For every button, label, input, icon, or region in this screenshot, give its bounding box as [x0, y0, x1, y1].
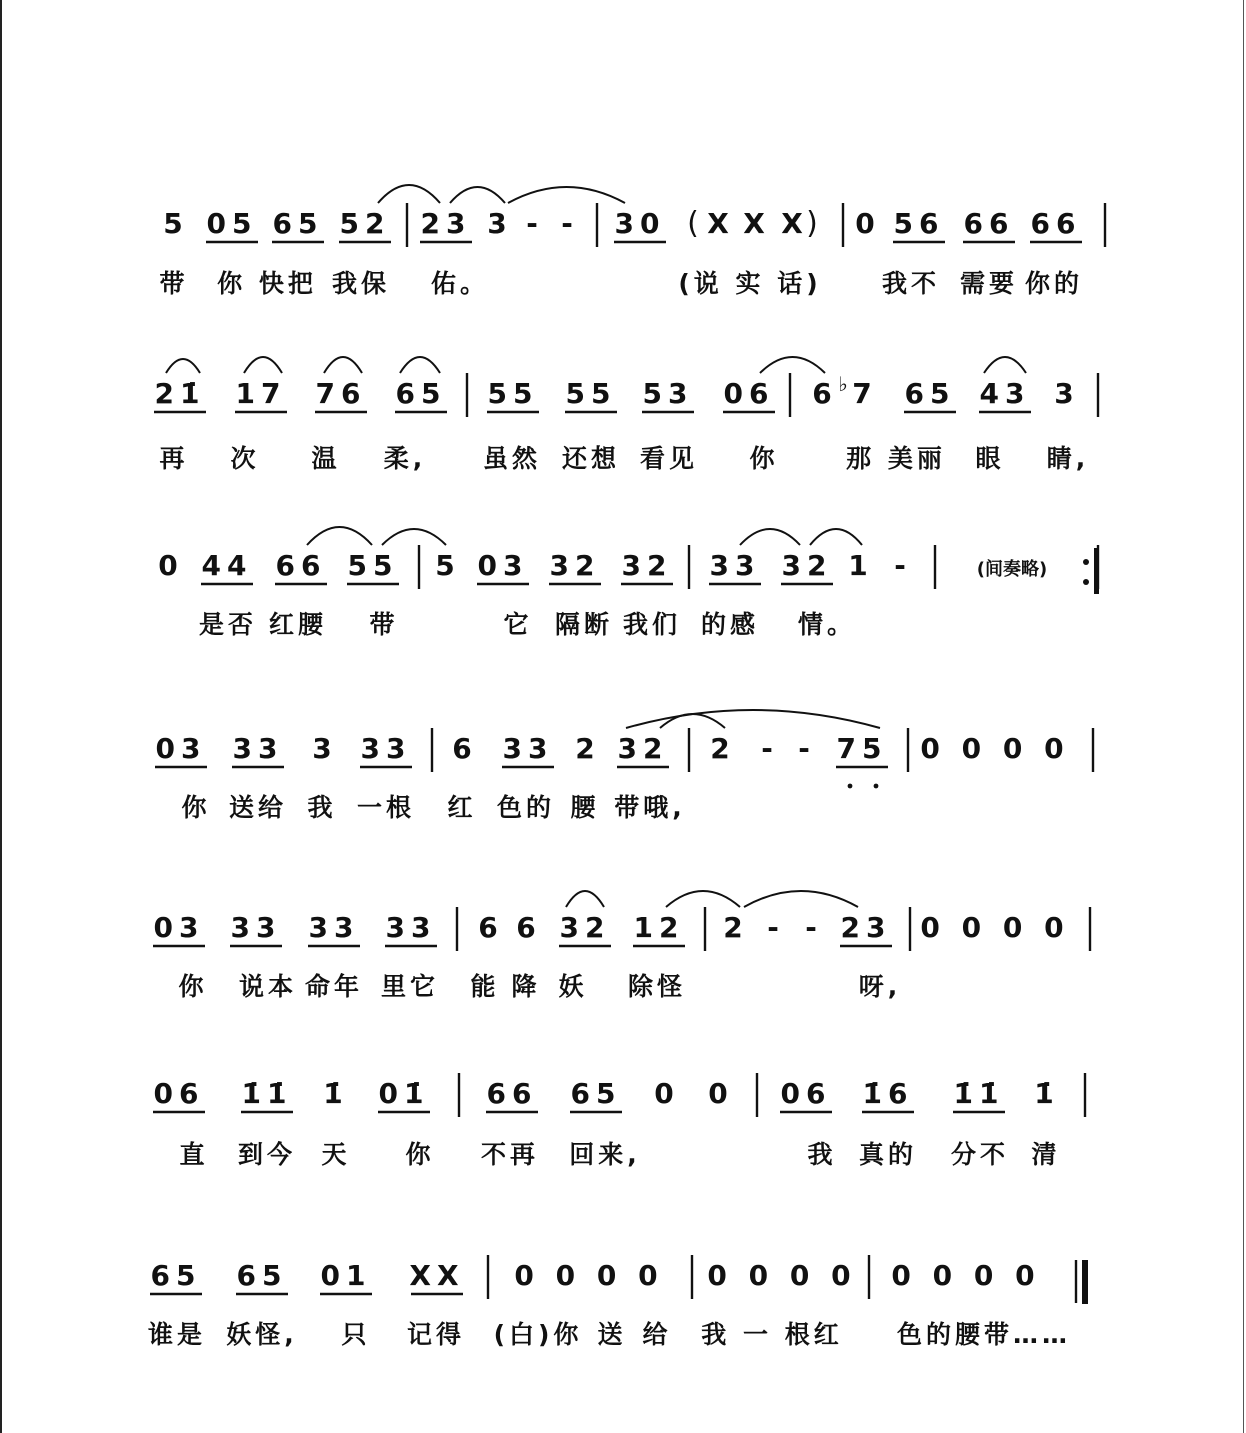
jianpu-note: 0 — [654, 1077, 674, 1110]
jianpu-note: 3 — [487, 207, 507, 240]
lyric-syllable: 你 — [181, 793, 211, 822]
lyric-syllable: 隔断 — [554, 610, 614, 639]
jianpu-note: 2 — [723, 911, 743, 944]
jianpu-note: 01 — [320, 1259, 372, 1292]
lyric-syllable: 我保 — [331, 269, 391, 298]
lyric-syllable: 带哦, — [614, 793, 686, 822]
jianpu-note: 0 — [708, 1077, 728, 1110]
jianpu-note: 1 — [848, 549, 868, 582]
lyric-syllable: 谁是 — [147, 1320, 207, 1349]
jianpu-note: 0 — [158, 549, 178, 582]
jianpu-note: 6 — [812, 377, 832, 410]
jianpu-note: 0 0 0 0 — [920, 732, 1070, 765]
jianpu-note: 65 — [904, 377, 956, 410]
slur-arc — [307, 527, 372, 545]
jianpu-note: X — [781, 207, 803, 240]
lyric-syllable: 红腰 — [268, 610, 328, 639]
jianpu-note: 23 — [840, 911, 892, 944]
jianpu-note: 1̇6 — [862, 1077, 914, 1110]
lyric-syllable: 眼 — [975, 444, 1005, 473]
jianpu-note: 2 — [710, 732, 730, 765]
slur-arc — [324, 357, 362, 373]
jianpu-note: - — [894, 549, 906, 582]
lyric-syllable: 带 — [159, 269, 189, 298]
jianpu-note: 1̇ — [1034, 1077, 1060, 1110]
jianpu-note: 12 — [633, 911, 685, 944]
jianpu-note: 76 — [315, 377, 367, 410]
jianpu-note: - — [767, 911, 779, 944]
slur-arc — [378, 185, 440, 203]
slur-arc — [450, 187, 505, 203]
jianpu-note: 32 — [559, 911, 611, 944]
lyric-syllable: 是否 — [198, 610, 258, 639]
jianpu-note: 23 — [420, 207, 472, 240]
jianpu-note: (间奏略) — [976, 559, 1048, 580]
jianpu-note: 2 — [575, 732, 595, 765]
jianpu-note: 01̇ — [378, 1077, 430, 1110]
slur-arc — [382, 529, 446, 545]
lyric-syllable: 真的 — [858, 1140, 918, 1169]
jianpu-note: 5 — [435, 549, 455, 582]
lyric-syllable: 你 — [405, 1140, 435, 1169]
final-bar-thick — [1082, 1260, 1088, 1304]
lyric-syllable: 除怪 — [627, 972, 687, 1001]
jianpu-note: 30 — [614, 207, 666, 240]
lyric-syllable: 记得 — [406, 1320, 466, 1349]
lyric-syllable: 不再 — [480, 1140, 540, 1169]
jianpu-note: - — [761, 732, 773, 765]
jianpu-note: X — [743, 207, 765, 240]
lyric-syllable: 我 — [307, 793, 337, 822]
lyric-syllable: 送给 — [228, 793, 288, 822]
slur-arc — [508, 187, 625, 203]
jianpu-note: - — [561, 207, 573, 240]
lyric-syllable: 红 — [447, 793, 477, 822]
jianpu-note: 03 — [155, 732, 207, 765]
jianpu-note: 33 — [308, 911, 360, 944]
jianpu-note: 05 — [206, 207, 258, 240]
jianpu-note: 0 0 0 0 — [707, 1259, 857, 1292]
jianpu-note: - — [798, 732, 810, 765]
jianpu-note: - — [805, 911, 817, 944]
lyric-syllable: 能 — [470, 972, 500, 1001]
lower-octave-dot — [874, 784, 879, 789]
jianpu-note: 0 0 0 0 — [891, 1259, 1041, 1292]
slur-arc — [400, 357, 440, 373]
jianpu-note: 66 — [1030, 207, 1082, 240]
jianpu-note: 66 — [486, 1077, 538, 1110]
lyric-syllable: 回来, — [569, 1140, 641, 1169]
jianpu-note: 21̇ — [154, 377, 206, 410]
lyric-syllable: 给 — [642, 1320, 672, 1349]
lyric-syllable: 它 — [503, 610, 533, 639]
repeat-dot — [1083, 579, 1089, 585]
jianpu-note: 65 — [150, 1259, 202, 1292]
jianpu-note: 33 — [232, 732, 284, 765]
jianpu-note: 33 — [385, 911, 437, 944]
jianpu-note: 7 — [852, 377, 872, 410]
jianpu-note: XX — [409, 1259, 465, 1292]
jianpu-note: 1̇1̇ — [241, 1077, 293, 1110]
slur-arc — [660, 714, 725, 728]
jianpu-note: 0 — [855, 207, 875, 240]
lyric-syllable: 睛, — [1046, 444, 1090, 473]
jianpu-note: 3 — [312, 732, 332, 765]
lyric-syllable: 直 — [179, 1140, 209, 1169]
lyric-syllable: 佑。 — [430, 269, 490, 298]
jianpu-note: 1̇ — [323, 1077, 349, 1110]
slur-arc — [744, 891, 858, 907]
slur-arc — [566, 891, 604, 907]
jianpu-note: 0 0 0 0 — [514, 1259, 664, 1292]
lyric-syllable: 降 — [511, 972, 541, 1001]
lyric-syllable: 虽然 — [482, 444, 542, 473]
lyric-syllable: 命年 — [304, 972, 364, 1001]
jianpu-note: 03 — [477, 549, 529, 582]
jianpu-note: - — [526, 207, 538, 240]
lyric-syllable: 带 — [369, 610, 399, 639]
jianpu-note: 66 — [275, 549, 327, 582]
lyric-syllable: 我们 — [622, 610, 682, 639]
lyric-syllable: 清 — [1031, 1140, 1061, 1169]
lyric-syllable: 一根 — [356, 793, 416, 822]
jianpu-note: 33 — [360, 732, 412, 765]
jianpu-note: ( — [687, 206, 699, 241]
jianpu-note: 55 — [487, 377, 539, 410]
slur-arc — [984, 357, 1026, 373]
jianpu-note: 1̇1̇ — [953, 1077, 1005, 1110]
jianpu-note: 6 — [516, 911, 536, 944]
lyric-syllable: 我不 — [881, 269, 941, 298]
jianpu-note: 0 0 0 0 — [920, 911, 1070, 944]
jianpu-note: 32 — [549, 549, 601, 582]
jianpu-note: 56 — [893, 207, 945, 240]
jianpu-note: 17 — [235, 377, 287, 410]
jianpu-note: 6 — [478, 911, 498, 944]
jianpu-note: 33 — [502, 732, 554, 765]
slur-arc — [810, 529, 862, 545]
jianpu-note: 53 — [642, 377, 694, 410]
jianpu-note: 32 — [621, 549, 673, 582]
jianpu-note: 32 — [617, 732, 669, 765]
lyric-syllable: 温 — [311, 444, 341, 473]
lyric-syllable: 的感 — [700, 610, 760, 639]
lyric-syllable: 妖 — [558, 972, 588, 1001]
jianpu-note: 65 — [272, 207, 324, 240]
lyric-syllable: 次 — [230, 444, 260, 473]
jianpu-note: 55 — [565, 377, 617, 410]
lyric-syllable: 色的 — [496, 793, 556, 822]
jianpu-note: 43 — [979, 377, 1031, 410]
lower-octave-dot — [848, 784, 853, 789]
lyric-syllable: 妖怪, — [226, 1320, 298, 1349]
jianpu-note: 33 — [230, 911, 282, 944]
repeat-end-bar — [1094, 548, 1099, 594]
slur-arc — [760, 357, 825, 373]
jianpu-note: 3 — [1054, 377, 1074, 410]
jianpu-note: 06 — [723, 377, 775, 410]
lyric-syllable: 你的 — [1024, 269, 1084, 298]
jianpu-note: X — [707, 207, 729, 240]
slur-arc — [740, 529, 800, 545]
lyric-syllable: 还想 — [561, 444, 621, 473]
jianpu-note: ) — [806, 206, 818, 241]
slur-arc — [166, 359, 200, 373]
jianpu-note: 44 — [201, 549, 253, 582]
jianpu-note: 75 — [836, 732, 888, 765]
jianpu-note: 52 — [339, 207, 391, 240]
lyric-syllable: 那 美丽 — [846, 444, 946, 473]
lyric-syllable: 情。 — [797, 610, 857, 639]
lyric-syllable: 再 — [159, 444, 189, 473]
repeat-dot — [1083, 559, 1089, 565]
lyric-syllable: 腰 — [570, 793, 600, 822]
jianpu-note: 6 — [452, 732, 472, 765]
lyric-syllable: 分不 — [950, 1140, 1010, 1169]
lyric-syllable: 送 — [597, 1320, 627, 1349]
lyric-syllable: 天 — [321, 1140, 351, 1169]
lyric-syllable: 呀, — [858, 972, 902, 1001]
lyric-syllable: 只 — [341, 1320, 371, 1349]
lyric-syllable: 看见 — [639, 444, 699, 473]
flat-sign: ♭ — [838, 372, 848, 396]
jianpu-note: 06 — [780, 1077, 832, 1110]
jianpu-note: 66 — [963, 207, 1015, 240]
lyric-syllable: (说 实 话) — [678, 269, 822, 298]
lyric-syllable: 色的腰带…… — [896, 1320, 1072, 1349]
lyric-syllable: 里它 — [380, 972, 440, 1001]
jianpu-note: 32 — [781, 549, 833, 582]
jianpu-note: 06 — [153, 1077, 205, 1110]
jianpu-note: 5 — [163, 207, 183, 240]
jianpu-note: 55 — [347, 549, 399, 582]
jianpu-note: 65 — [236, 1259, 288, 1292]
jianpu-note: 03 — [153, 911, 205, 944]
lyric-syllable: 我 — [807, 1140, 837, 1169]
lyric-syllable: 到今 — [237, 1140, 297, 1169]
jianpu-note: 65 — [395, 377, 447, 410]
lyric-syllable: 我 一 根红 — [701, 1320, 843, 1349]
lyric-syllable: 柔, — [383, 444, 427, 473]
slur-arc — [666, 891, 740, 907]
jianpu-note: 65 — [570, 1077, 622, 1110]
slur-arc — [244, 357, 282, 373]
lyric-syllable: 需要 — [959, 269, 1019, 298]
lyric-syllable: (白)你 — [493, 1320, 583, 1349]
jianpu-note: 33 — [709, 549, 761, 582]
lyric-syllable: 你 — [178, 972, 208, 1001]
lyric-syllable: 你 — [749, 444, 779, 473]
lyric-syllable: 说本 — [238, 972, 298, 1001]
lyric-syllable: 你 快把 — [217, 269, 317, 298]
